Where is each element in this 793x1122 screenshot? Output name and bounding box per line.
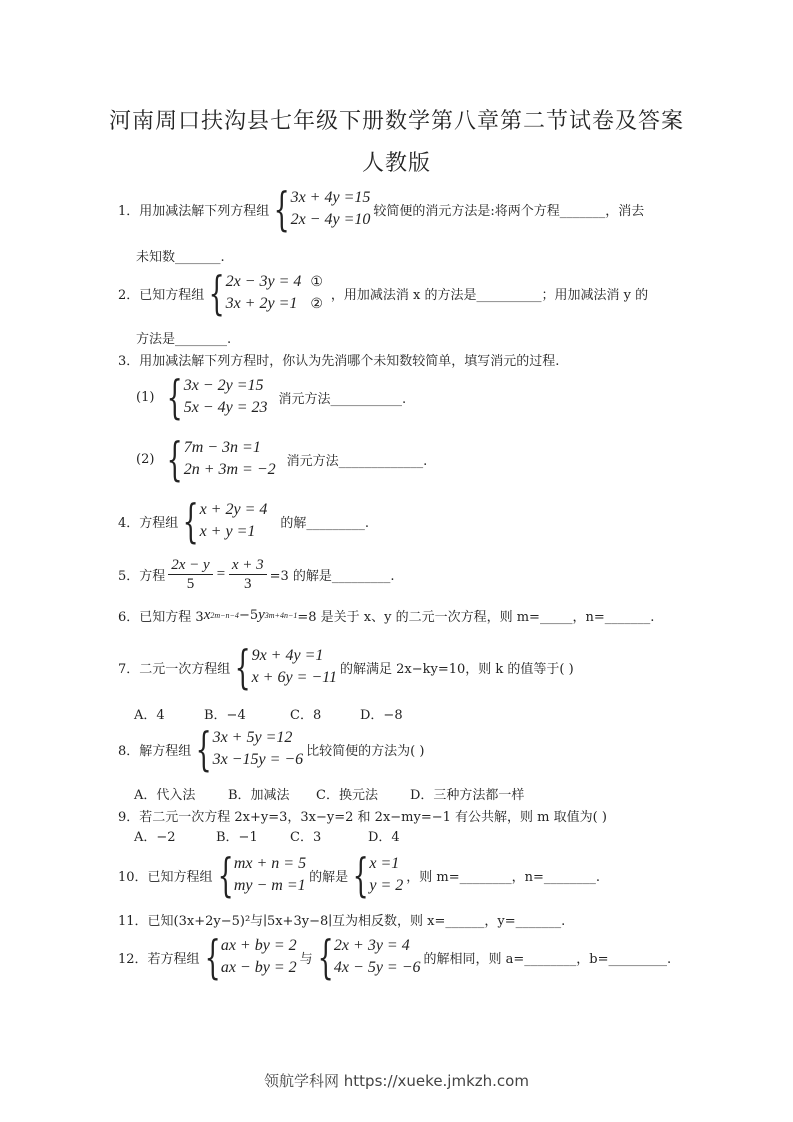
q2-line2: 方法是________. <box>136 332 232 347</box>
title-line-2: 人教版 <box>361 151 431 176</box>
q8-options: A．代入法 B．加减法 C．换元法 D．三种方法都一样 <box>134 788 525 803</box>
q9-options: A．−2 B．−1 C．3 D．4 <box>134 830 400 845</box>
question-3: 3．用加减法解下列方程时，你认为先消哪个未知数较简单，填写消元的过程. <box>118 354 560 369</box>
footer-source: 领航学科网 https://xueke.jmkzh.com <box>264 1072 529 1090</box>
q7-options: A．4 B．−4 C．8 D．−8 <box>134 708 403 723</box>
q1-prefix: 1．用加减法解下列方程组 <box>118 203 270 219</box>
question-11: 11．已知(3x+2y−5)²与∣5x+3y−8∣互为相反数，则 x=______，y=_______. <box>118 914 566 929</box>
q1-system: { 3x + 4y =15 2x − 4y =10 <box>273 182 371 236</box>
question-6: 6．已知方程 3 x 2m−n−4 −5 y 3m+4n−1 =8 是关于 x、y 的二元一次方程，则 m=_____，n=_______. <box>118 607 655 625</box>
question-5: 5．方程 $\frac{2x - y}{5}$ = $\frac{x + 3}{3}$ =3 的解是_________. <box>118 557 395 592</box>
q2-suffix: ，用加减法消 x 的方法是__________；用加减法消 y 的 <box>330 287 649 303</box>
question-10: 10．已知方程组 { mx + n = 5 my − m =1 的解是 { x =1 y = 2 ，则 m=________，n=________. <box>118 848 601 902</box>
q3-part-2: (2) { 7m − 3n =1 2n + 3m = −2 消元方法_____________. <box>136 432 428 486</box>
question-9: 9．若二元一次方程 2x+y=3，3x−y=2 和 2x−my=−1 有公共解，则 m 取值为( ) <box>118 810 607 825</box>
title-line-1: 河南周口扶沟县七年级下册数学第八章第二节试卷及答案 <box>108 109 684 134</box>
q2-system: { 2x − 3y = 4 3x + 2y =1 <box>208 266 302 320</box>
question-12: 12．若方程组 { ax + by = 2 ax − by = 2 与 { 2x + 3y = 4 4x − 5y = −6 的解相同，则 a=________，b=_________. <box>118 930 672 984</box>
question-1 <box>118 182 645 236</box>
q2-markers: ① ② <box>310 274 323 312</box>
q1-line2: 未知数_______. <box>136 250 225 265</box>
question-7: 7．二元一次方程组 { 9x + 4y =1 x + 6y = −11 的解满足 2x−ky=10，则 k 的值等于( ) <box>118 640 574 694</box>
question-4: 4．方程组 { x + 2y = 4 x + y =1 的解_________. <box>118 494 369 548</box>
question-8: 8．解方程组 { 3x + 5y =12 3x −15y = −6 比较简便的方法为( ) <box>118 722 425 776</box>
q2-prefix: 2．已知方程组 <box>118 287 205 303</box>
q1-suffix: 较简便的消元方法是:将两个方程_______，消去 <box>373 203 645 219</box>
q3-part-1: (1) { 3x − 2y =15 5x − 4y = 23 消元方法___________. <box>136 370 407 424</box>
question-2 <box>118 266 649 320</box>
